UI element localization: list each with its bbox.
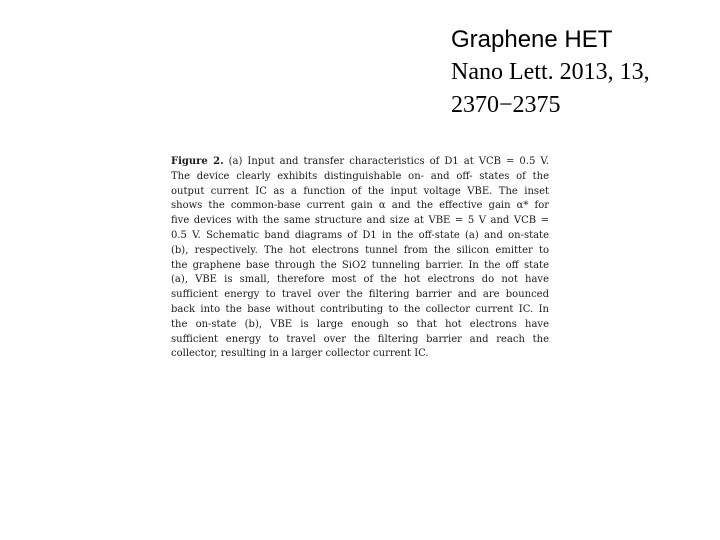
caption-line-text: (a) Input and transfer characteristics of D1 at VCB = 0.5 V.: [223, 156, 549, 167]
caption-line: sufficient energy to travel over the filtering barrier and reach the: [171, 333, 549, 345]
caption-line: output current IC as a function of the input voltage VBE. The inset: [171, 185, 549, 197]
caption-line: back into the base without contributing to the collector current IC. In: [171, 303, 549, 315]
title-pages: 2370−2375: [451, 92, 561, 118]
caption-line: the graphene base through the SiO2 tunneling barrier. In the off state: [171, 259, 549, 271]
caption-line: collector, resulting in a larger collector current IC.: [171, 348, 429, 360]
caption-line: five devices with the same structure and size at VBE = 5 V and VCB =: [171, 215, 549, 227]
title-citation: Nano Lett. 2013, 13,: [451, 59, 650, 85]
caption-line: shows the common-base current gain α and the effective gain α* for: [171, 200, 549, 212]
caption-line: the on-state (b), VBE is large enough so that hot electrons have: [171, 318, 549, 330]
slide-title: [451, 24, 716, 122]
figure-caption: [171, 155, 549, 362]
caption-line: (a), VBE is small, therefore most of the hot electrons do not have: [171, 274, 549, 286]
caption-line: 0.5 V. Schematic band diagrams of D1 in the off-state (a) and on-state: [171, 229, 549, 241]
caption-line: (b), respectively. The hot electrons tunnel from the silicon emitter to: [171, 244, 549, 256]
title-topic: Graphene HET: [451, 26, 613, 53]
caption-line: The device clearly exhibits distinguishable on- and off- states of the: [171, 170, 549, 182]
figure-label: Figure 2.: [171, 156, 224, 167]
caption-line: sufficient energy to travel over the filtering barrier and are bounced: [171, 289, 549, 301]
caption-line: [171, 155, 549, 170]
